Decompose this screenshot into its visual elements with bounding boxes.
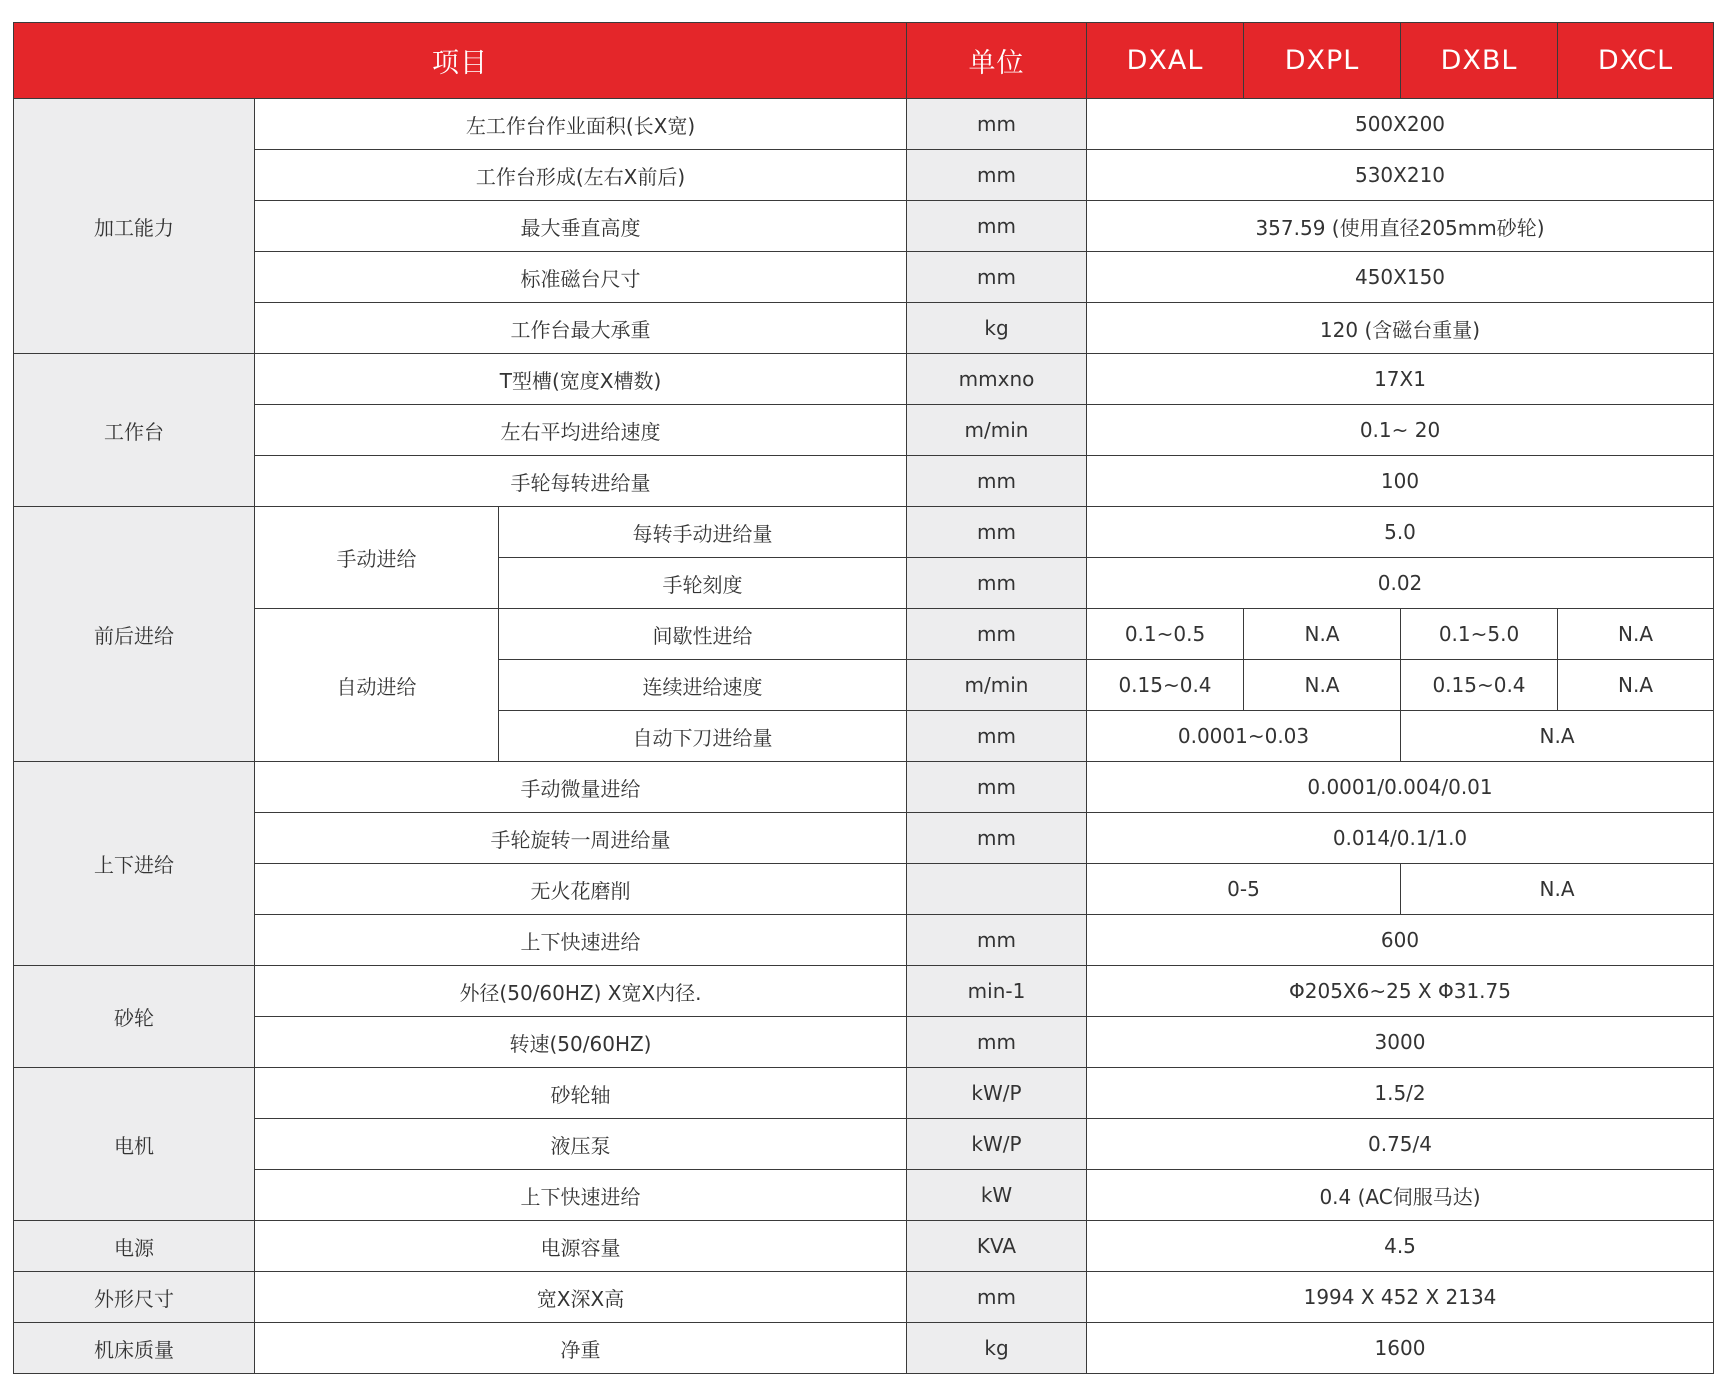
unit-cell: m/min [907,405,1087,456]
unit-cell: mm [907,201,1087,252]
table-row [14,303,1714,354]
unit-cell: mmxno [907,354,1087,405]
item-cell: 工作台形成(左右X前后) [255,150,907,201]
value-cell-right: N.A [1401,864,1714,915]
category-cell: 工作台 [14,354,255,507]
unit-cell: mm [907,762,1087,813]
value-cell: Φ205X6~25 X Φ31.75 [1087,966,1714,1017]
item-cell: 外径(50/60HZ) X宽X内径. [255,966,907,1017]
subgroup-cell: 自动进给 [255,609,499,762]
category-cell: 上下进给 [14,762,255,966]
item-cell: 左右平均进给速度 [255,405,907,456]
value-cell-left: 0-5 [1087,864,1401,915]
unit-cell: KVA [907,1221,1087,1272]
value-cell-dxpl: N.A [1244,609,1401,660]
unit-cell: mm [907,813,1087,864]
item-cell: 手动微量进给 [255,762,907,813]
value-cell-left: 0.0001~0.03 [1087,711,1401,762]
unit-cell: mm [907,507,1087,558]
value-cell-dxbl: 0.1~5.0 [1401,609,1558,660]
item-cell: 连续进给速度 [499,660,907,711]
unit-cell: kg [907,1323,1087,1374]
value-cell-dxpl: N.A [1244,660,1401,711]
value-cell: 1.5/2 [1087,1068,1714,1119]
value-cell: 600 [1087,915,1714,966]
header-model-dxcl: DXCL [1558,23,1714,99]
header-model-dxpl: DXPL [1244,23,1401,99]
value-cell: 0.1~ 20 [1087,405,1714,456]
table-row [14,762,1714,813]
unit-cell: min-1 [907,966,1087,1017]
value-cell-dxal: 0.15~0.4 [1087,660,1244,711]
value-cell-dxbl: 0.15~0.4 [1401,660,1558,711]
item-cell: 砂轮轴 [255,1068,907,1119]
unit-cell: mm [907,99,1087,150]
value-cell: 5.0 [1087,507,1714,558]
table-row [14,1323,1714,1374]
table-row [14,201,1714,252]
value-cell-dxcl: N.A [1558,660,1714,711]
unit-cell: mm [907,150,1087,201]
unit-cell: mm [907,711,1087,762]
unit-cell: kW/P [907,1068,1087,1119]
unit-cell: mm [907,558,1087,609]
value-cell: 3000 [1087,1017,1714,1068]
item-cell: 宽X深X高 [255,1272,907,1323]
item-cell: 左工作台作业面积(长X宽) [255,99,907,150]
table-row [14,1272,1714,1323]
table-row [14,1017,1714,1068]
value-cell-right: N.A [1401,711,1714,762]
table-row [14,456,1714,507]
unit-cell: kW [907,1170,1087,1221]
item-cell: 上下快速进给 [255,915,907,966]
table-row [14,1221,1714,1272]
table-row [14,507,1714,558]
table-row [14,150,1714,201]
category-cell: 电源 [14,1221,255,1272]
value-cell: 17X1 [1087,354,1714,405]
item-cell: 最大垂直高度 [255,201,907,252]
header-model-dxal: DXAL [1087,23,1244,99]
value-cell: 1994 X 452 X 2134 [1087,1272,1714,1323]
value-cell: 0.4 (AC伺服马达) [1087,1170,1714,1221]
item-cell: 工作台最大承重 [255,303,907,354]
unit-cell: mm [907,456,1087,507]
unit-cell: kW/P [907,1119,1087,1170]
unit-cell: mm [907,1272,1087,1323]
category-cell: 前后进给 [14,507,255,762]
category-cell: 加工能力 [14,99,255,354]
item-cell: 自动下刀进给量 [499,711,907,762]
unit-cell: kg [907,303,1087,354]
item-cell: 电源容量 [255,1221,907,1272]
table-row [14,1068,1714,1119]
table-row [14,1170,1714,1221]
item-cell: 间歇性进给 [499,609,907,660]
table-row [14,354,1714,405]
header-row [14,23,1714,99]
value-cell-dxcl: N.A [1558,609,1714,660]
table-row [14,609,1714,660]
header-model-dxbl: DXBL [1401,23,1558,99]
item-cell: T型槽(宽度X槽数) [255,354,907,405]
unit-cell: m/min [907,660,1087,711]
item-cell: 标准磁台尺寸 [255,252,907,303]
header-unit: 单位 [907,23,1087,99]
unit-cell: mm [907,252,1087,303]
table-row [14,864,1714,915]
value-cell-dxal: 0.1~0.5 [1087,609,1244,660]
value-cell: 357.59 (使用直径205mm砂轮) [1087,201,1714,252]
table-row [14,966,1714,1017]
table-row [14,252,1714,303]
value-cell: 0.75/4 [1087,1119,1714,1170]
category-cell: 机床质量 [14,1323,255,1374]
table-row [14,915,1714,966]
item-cell: 转速(50/60HZ) [255,1017,907,1068]
item-cell: 手轮刻度 [499,558,907,609]
value-cell: 4.5 [1087,1221,1714,1272]
value-cell: 0.014/0.1/1.0 [1087,813,1714,864]
value-cell: 0.02 [1087,558,1714,609]
item-cell: 液压泵 [255,1119,907,1170]
category-cell: 外形尺寸 [14,1272,255,1323]
spec-table [13,22,1714,1374]
table-row [14,99,1714,150]
table-row [14,405,1714,456]
table-row [14,813,1714,864]
item-cell: 每转手动进给量 [499,507,907,558]
unit-cell: mm [907,609,1087,660]
value-cell: 1600 [1087,1323,1714,1374]
value-cell: 500X200 [1087,99,1714,150]
item-cell: 上下快速进给 [255,1170,907,1221]
value-cell: 120 (含磁台重量) [1087,303,1714,354]
item-cell: 手轮旋转一周进给量 [255,813,907,864]
header-item: 项目 [14,23,907,99]
table-row [14,1119,1714,1170]
item-cell: 手轮每转进给量 [255,456,907,507]
category-cell: 电机 [14,1068,255,1221]
category-cell: 砂轮 [14,966,255,1068]
value-cell: 450X150 [1087,252,1714,303]
item-cell: 无火花磨削 [255,864,907,915]
value-cell: 100 [1087,456,1714,507]
unit-cell: mm [907,1017,1087,1068]
value-cell: 0.0001/0.004/0.01 [1087,762,1714,813]
unit-cell: mm [907,915,1087,966]
item-cell: 净重 [255,1323,907,1374]
value-cell: 530X210 [1087,150,1714,201]
unit-cell [907,864,1087,915]
subgroup-cell: 手动进给 [255,507,499,609]
